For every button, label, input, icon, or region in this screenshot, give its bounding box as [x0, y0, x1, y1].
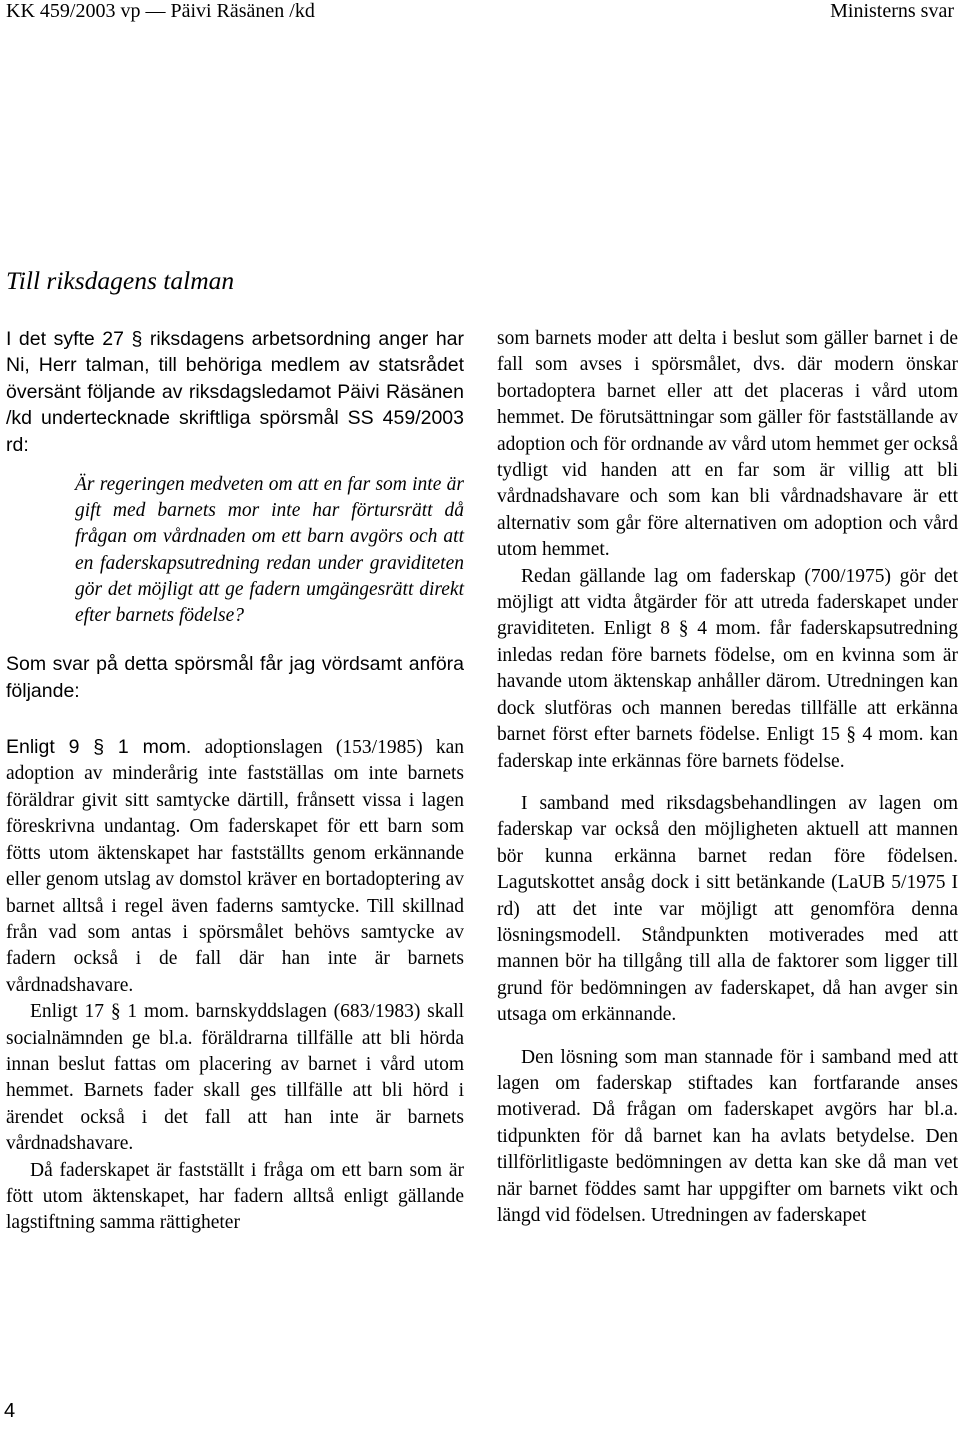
left-column — [6, 326, 464, 1237]
page-title: Till riksdagens talman — [6, 266, 235, 295]
paragraph-adoption-lead: Enligt 9 § 1 mom. — [6, 736, 192, 759]
paragraph-continued: som barnets moder att delta i beslut som gäller barnet i de fall som avses i spörsmålet, dvs. där modern önskar bortadoptera barnet eller att det placeras i vård utom hemmet. De förutsättningar som gäller för fastställande av adoption och för ordnande av vård utom hemmet ger också tydligt vid handen att en far som är villig att bli vårdnadshavare och som kan bli vårdnadshavare är ett alternativ som går före alternativen om adoption och vård utom hemmet. — [497, 328, 958, 561]
answer-intro: Som svar på detta spörsmål får jag vördsamt anföra följande: — [6, 653, 464, 702]
right-column — [497, 326, 958, 1229]
paragraph-paternity-law: Redan gällande lag om faderskap (700/1975) gör det möjligt att vidta åtgärder för att utreda faderskapet under graviditeten. Enligt 8 § 4 mom. får faderskapsutredning inledas redan före barnets födelse, om en kvinna som är havande utom äktenskap anhåller därom. Utredningen kan dock slutföras och mannen beredas tillfälle att erkänna barnet först efter barnets födelse. Enligt 15 § 4 mom. kan faderskap inte erkännas före barnets födelse. — [497, 565, 958, 772]
running-header — [0, 0, 960, 22]
paragraph-solution: Den lösning som man stannade för i samband med att lagen om faderskap stiftades kan fortfarande anses motiverad. Då frågan om faderskapet avgörs har bl.a. tidpunkten för då barnet kan ha avlats betydelse. Den tillförlitligaste bedömningen av detta kan ske då man vet när barnet föddes samt har uppgifter om barnets vikt och längd vid födelsen. Utredningen av faderskapet — [497, 1046, 958, 1226]
question-text: Är regeringen medveten om att en far som inte är gift med barnets mor inte har förtursrätt då frågan om vårdnaden om ett barn avgörs och att en faderskapsutredning redan under graviditeten gör det möjligt att ge fadern umgängesrätt direkt efter barnets födelse? — [75, 474, 464, 627]
page-number: 4 — [4, 1400, 16, 1422]
paragraph-adoption-body: adoptionslagen (153/1985) kan adoption av minderårig inte fastställas om inte barnets föräldrar givit sitt samtycke därtill, frånsett vissa i lagen föreskrivna undantag. Om faderskapet för ett barn som fötts utom äktenskapet har fastställts genom erkännande eller genom utslag av domstol kräver en bortadoptering av barnet alltså i regel även faderns samtycke. Till skillnad från vad som antas i spörsmålet behövs samtycke av fadern också i de fall där han inte är barnets vårdnadshavare. — [6, 737, 465, 996]
paragraph-legislative-history: I samband med riksdagsbehandlingen av lagen om faderskap var också den möjligheten aktuell att mannen bör kunna erkänna barnet redan före födelsen. Lagutskottet ansåg dock i sitt betänkande (LaUB 5/1975 I rd) att det inte var möjligt att genomföra denna lösningsmodell. Ståndpunkten motiverades med att mannen bör ha tillgång till alla de faktorer som ligger till grund för bedömningen av faderskapet, då han avger sin utsaga om erkännande. — [497, 792, 958, 1026]
header-document-id: KK 459/2003 vp — Päivi Räsänen /kd — [6, 0, 315, 22]
paragraph-adoption — [6, 734, 464, 999]
intro-paragraph: I det syfte 27 § riksdagens arbetsordning anger har Ni, Herr talman, till behöriga medlem av statsrådet översänt följande av riksdagsledamot Päivi Räsänen /kd undertecknade skriftliga spörsmål SS 459/2003 rd: — [6, 328, 464, 456]
paragraph-paternity-rights: Då faderskapet är fastställt i fråga om ett barn som är fött utom äktenskapet, har fadern alltså enligt gällande lagstiftning samma rättigheter — [6, 1159, 464, 1234]
paragraph-child-welfare: Enligt 17 § 1 mom. barnskyddslagen (683/1983) skall socialnämnden ge bl.a. föräldrarna tillfälle att bli hörda innan beslut fattas om placering av barnet i vård utom hemmet. Barnets fader skall ges tillfälle att bli hörd i ärendet också i det fall att han inte är barnets vårdnadshavare. — [6, 1001, 464, 1155]
header-section-title: Ministerns svar — [830, 0, 954, 22]
